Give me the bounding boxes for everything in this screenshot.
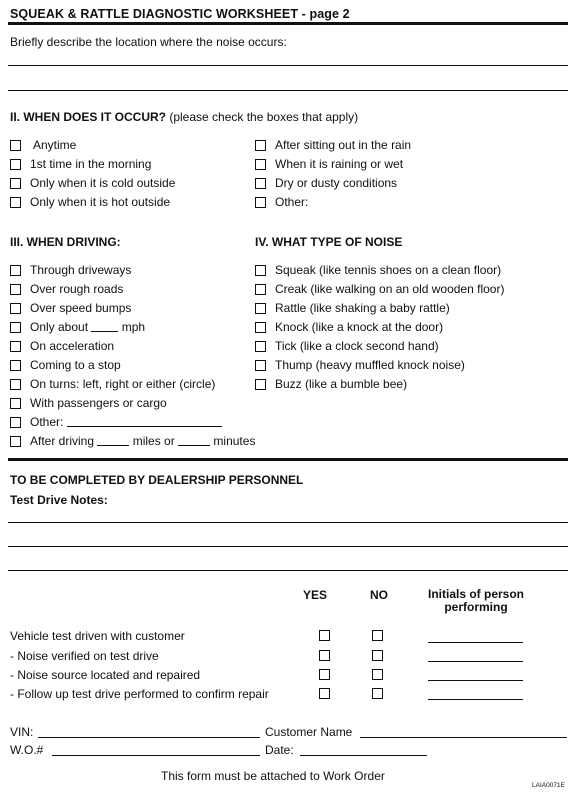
checkbox-label: Coming to a stop: [30, 358, 121, 372]
dealer-row-label: - Follow up test drive performed to confirm repair: [10, 687, 269, 701]
noise-buzz[interactable]: [255, 377, 407, 391]
checkbox[interactable]: [255, 284, 266, 295]
checkbox[interactable]: [10, 379, 21, 390]
notes-line-2[interactable]: [8, 546, 568, 547]
driving-other[interactable]: [10, 415, 222, 429]
customer-name-label: Customer Name: [265, 725, 353, 739]
checkbox[interactable]: [255, 341, 266, 352]
wo-field[interactable]: [52, 755, 260, 756]
noise-squeak[interactable]: [255, 263, 501, 277]
attach-notice: This form must be attached to Work Order: [161, 769, 385, 783]
checkbox[interactable]: [10, 265, 21, 276]
occur-dry-dusty[interactable]: [255, 176, 397, 190]
no-checkbox-row1[interactable]: [372, 630, 383, 641]
initials-field-row3[interactable]: [428, 680, 523, 681]
checkbox-label: Through driveways: [30, 263, 132, 277]
checkbox[interactable]: [255, 303, 266, 314]
occur-hot[interactable]: [10, 195, 170, 209]
no-checkbox-row4[interactable]: [372, 688, 383, 699]
test-drive-notes-label: Test Drive Notes:: [10, 493, 108, 507]
minutes-field[interactable]: [178, 436, 210, 446]
checkbox-label: Thump (heavy muffled knock noise): [275, 358, 465, 372]
checkbox-label: Only when it is cold outside: [30, 176, 176, 190]
driving-after-miles-minutes[interactable]: [10, 434, 255, 448]
checkbox-label: Rattle (like shaking a baby rattle): [275, 301, 450, 315]
checkbox-label: Dry or dusty conditions: [275, 176, 398, 190]
checkbox-label: On turns: left, right or either (circle): [30, 377, 216, 391]
occur-after-rain[interactable]: [255, 138, 411, 152]
checkbox-label: Anytime: [33, 138, 77, 152]
wo-label: W.O.#: [10, 743, 44, 757]
occur-first-morning[interactable]: [10, 157, 151, 171]
minutes-label: minutes: [213, 434, 256, 448]
checkbox-label: 1st time in the morning: [30, 157, 152, 171]
mph-field[interactable]: [91, 322, 118, 332]
section-when-occur-note: (please check the boxes that apply): [169, 110, 359, 124]
mph-label: mph: [121, 320, 146, 334]
date-field[interactable]: [300, 755, 427, 756]
noise-creak[interactable]: [255, 282, 504, 296]
vin-label: VIN:: [10, 725, 34, 739]
driving-turns[interactable]: [10, 377, 215, 391]
checkbox[interactable]: [10, 360, 21, 371]
driving-acceleration[interactable]: [10, 339, 114, 353]
describe-location-prompt: Briefly describe the location where the noise occurs:: [10, 35, 287, 49]
yes-checkbox-row3[interactable]: [319, 669, 330, 680]
dealer-row-label: - Noise source located and repaired: [10, 668, 201, 682]
checkbox[interactable]: [10, 322, 21, 333]
miles-or-label: miles or: [132, 434, 175, 448]
checkbox[interactable]: [10, 197, 21, 208]
column-initials-line2: performing: [444, 600, 508, 614]
checkbox[interactable]: [10, 140, 21, 151]
occur-raining[interactable]: [255, 157, 403, 171]
checkbox-label: Other:: [275, 195, 309, 209]
yes-checkbox-row2[interactable]: [319, 650, 330, 661]
checkbox-label: Only about: [30, 320, 89, 334]
column-initials: [418, 588, 534, 614]
checkbox[interactable]: [255, 197, 266, 208]
miles-field[interactable]: [97, 436, 129, 446]
yes-checkbox-row4[interactable]: [319, 688, 330, 699]
noise-knock[interactable]: [255, 320, 443, 334]
checkbox-label: Over rough roads: [30, 282, 124, 296]
page-title: SQUEAK & RATTLE DIAGNOSTIC WORKSHEET - page 2: [10, 7, 350, 21]
no-checkbox-row3[interactable]: [372, 669, 383, 680]
checkbox[interactable]: [255, 140, 266, 151]
form-code: LAIA0071E: [532, 782, 565, 789]
checkbox-label: When it is raining or wet: [275, 157, 404, 171]
notes-line-3[interactable]: [8, 570, 568, 571]
checkbox-label: On acceleration: [30, 339, 115, 353]
checkbox-label: Knock (like a knock at the door): [275, 320, 444, 334]
checkbox[interactable]: [10, 341, 21, 352]
dealer-divider: [8, 458, 568, 461]
dealer-row-label: Vehicle test driven with customer: [10, 629, 185, 643]
checkbox[interactable]: [10, 159, 21, 170]
checkbox[interactable]: [10, 436, 21, 447]
checkbox-label: Creak (like walking on an old wooden floor): [275, 282, 505, 296]
occur-other[interactable]: [255, 195, 308, 209]
checkbox-label: Other:: [30, 415, 64, 429]
column-initials-line1: Initials of person: [427, 587, 524, 601]
checkbox-label: With passengers or cargo: [30, 396, 167, 410]
column-yes: YES: [302, 588, 327, 602]
checkbox[interactable]: [255, 360, 266, 371]
occur-anytime[interactable]: [10, 138, 76, 152]
yes-checkbox-row1[interactable]: [319, 630, 330, 641]
checkbox[interactable]: [10, 303, 21, 314]
driving-coming-stop[interactable]: [10, 358, 121, 372]
checkbox[interactable]: [255, 379, 266, 390]
initials-field-row2[interactable]: [428, 661, 523, 662]
checkbox-label: Tick (like a clock second hand): [275, 339, 439, 353]
checkbox-label: After driving: [30, 434, 95, 448]
driving-rough-roads[interactable]: [10, 282, 123, 296]
noise-rattle[interactable]: [255, 301, 450, 315]
initials-field-row4[interactable]: [428, 699, 523, 700]
describe-line-2[interactable]: [8, 90, 568, 91]
date-label: Date:: [265, 743, 294, 757]
dealer-row-label: - Noise verified on test drive: [10, 649, 159, 663]
driving-speed-bumps[interactable]: [10, 301, 131, 315]
dealer-heading: TO BE COMPLETED BY DEALERSHIP PERSONNEL: [10, 473, 304, 487]
checkbox[interactable]: [255, 159, 266, 170]
checkbox[interactable]: [10, 178, 21, 189]
customer-name-field[interactable]: [360, 737, 567, 738]
checkbox[interactable]: [255, 178, 266, 189]
checkbox-label: Only when it is hot outside: [30, 195, 171, 209]
section-when-occur-title: II. WHEN DOES IT OCCUR?: [10, 110, 166, 124]
section-when-occur-heading: [10, 110, 358, 124]
checkbox[interactable]: [10, 417, 21, 428]
driving-other-field[interactable]: [67, 417, 222, 427]
occur-cold[interactable]: [10, 176, 175, 190]
section-noise-type-heading: IV. WHAT TYPE OF NOISE: [255, 235, 403, 249]
checkbox-label: Squeak (like tennis shoes on a clean floor): [275, 263, 502, 277]
checkbox-label: Buzz (like a bumble bee): [275, 377, 408, 391]
driving-passengers[interactable]: [10, 396, 167, 410]
checkbox-label: Over speed bumps: [30, 301, 132, 315]
checkbox[interactable]: [10, 398, 21, 409]
vin-field[interactable]: [38, 737, 260, 738]
no-checkbox-row2[interactable]: [372, 650, 383, 661]
column-no: NO: [370, 588, 388, 602]
section-when-driving-heading: III. WHEN DRIVING:: [10, 235, 121, 249]
noise-thump[interactable]: [255, 358, 465, 372]
notes-line-1[interactable]: [8, 522, 568, 523]
checkbox[interactable]: [255, 322, 266, 333]
driving-only-about-mph[interactable]: [10, 320, 145, 334]
driving-driveways[interactable]: [10, 263, 131, 277]
noise-tick[interactable]: [255, 339, 439, 353]
describe-line-1[interactable]: [8, 65, 568, 66]
checkbox[interactable]: [255, 265, 266, 276]
checkbox-label: After sitting out in the rain: [275, 138, 412, 152]
checkbox[interactable]: [10, 284, 21, 295]
title-divider: [8, 22, 568, 25]
initials-field-row1[interactable]: [428, 642, 523, 643]
